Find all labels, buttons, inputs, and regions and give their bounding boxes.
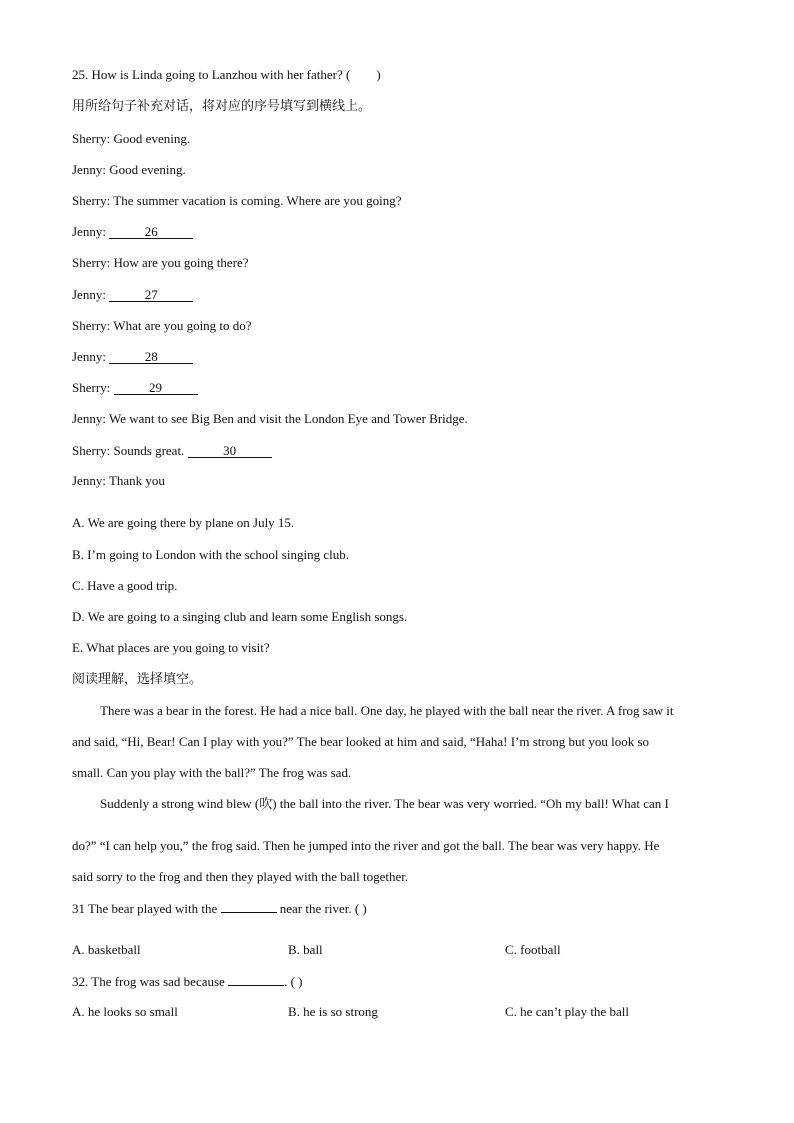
question-32-blank[interactable] <box>228 973 284 986</box>
option-c: C. Have a good trip. <box>72 578 178 593</box>
dialogue-text: The summer vacation is coming. Where are you going? <box>113 193 402 208</box>
question-31-options <box>72 942 722 958</box>
dialogue-line <box>72 443 272 459</box>
option-b[interactable]: B. he is so strong <box>288 1004 378 1019</box>
dialogue-text: Thank you <box>108 473 165 488</box>
option-a[interactable]: A. basketball <box>72 942 141 957</box>
answer-blank-27[interactable]: 27 <box>109 288 193 302</box>
dialogue-instruction: 用所给句子补充对话，将对应的序号填写到横线上。 <box>72 99 372 114</box>
dialogue-line <box>72 349 193 365</box>
speaker-name: Jenny: <box>72 411 106 426</box>
option-c[interactable]: C. he can’t play the ball <box>505 1004 629 1019</box>
question-25: 25. How is Linda going to Lanzhou with her father? ( ) <box>72 67 381 82</box>
question-25-text: 25. How is Linda going to Lanzhou with her father? ( <box>72 67 351 82</box>
speaker-name: Jenny: <box>72 349 106 364</box>
dialogue-line <box>72 131 190 147</box>
dialogue-line <box>72 255 249 271</box>
dialogue-line <box>72 411 468 427</box>
reading-instruction: 阅读理解，选择填空。 <box>72 672 203 687</box>
answer-blank-26[interactable]: 26 <box>109 225 193 239</box>
option-d: D. We are going to a singing club and learn some English songs. <box>72 609 408 624</box>
speaker-name: Sherry: <box>72 443 111 458</box>
dialogue-text: What are you going to do? <box>113 318 252 333</box>
answer-blank-29[interactable]: 29 <box>114 381 198 395</box>
passage-line: small. Can you play with the ball?” The frog was sad. <box>72 765 352 780</box>
speaker-name: Sherry: <box>72 255 111 270</box>
option-b[interactable]: B. ball <box>288 942 323 957</box>
option-a[interactable]: A. he looks so small <box>72 1004 178 1019</box>
question-32-text: 32. The frog was sad because <box>72 974 225 989</box>
passage-line: There was a bear in the forest. He had a nice ball. One day, he played with the ball near the river. A frog saw it <box>100 703 674 718</box>
passage-line: and said, “Hi, Bear! Can I play with you?” The bear looked at him and said, “Haha! I’m strong but you look so <box>72 734 650 749</box>
dialogue-text: Sounds great. <box>113 443 185 458</box>
dialogue-line <box>72 318 252 334</box>
speaker-name: Jenny: <box>72 473 106 488</box>
speaker-name: Jenny: <box>72 224 106 239</box>
speaker-name: Jenny: <box>72 162 106 177</box>
question-32 <box>72 973 303 990</box>
speaker-name: Sherry: <box>72 318 111 333</box>
dialogue-text: Good evening. <box>109 162 186 177</box>
passage-line: said sorry to the frog and then they played with the ball together. <box>72 869 409 884</box>
dialogue-line <box>72 162 186 178</box>
speaker-name: Sherry: <box>72 131 111 146</box>
dialogue-text: We want to see Big Ben and visit the London Eye and Tower Bridge. <box>108 411 468 426</box>
question-32-tail: . ( ) <box>284 974 303 989</box>
dialogue-line <box>72 224 193 240</box>
question-31 <box>72 900 367 917</box>
dialogue-line <box>72 380 198 396</box>
dialogue-line <box>72 287 193 303</box>
question-31-tail: near the river. ( ) <box>279 901 367 916</box>
dialogue-line <box>72 193 402 209</box>
dialogue-text: How are you going there? <box>113 255 249 270</box>
speaker-name: Sherry: <box>72 380 111 395</box>
option-e: E. What places are you going to visit? <box>72 640 270 655</box>
question-31-text: 31 The bear played with the <box>72 901 218 916</box>
question-31-blank[interactable] <box>221 900 277 913</box>
option-c[interactable]: C. football <box>505 942 561 957</box>
answer-blank-30[interactable]: 30 <box>188 444 272 458</box>
passage-line: Suddenly a strong wind blew (吹) the ball into the river. The bear was very worried. “Oh my ball! What can I <box>100 796 669 811</box>
speaker-name: Jenny: <box>72 287 106 302</box>
question-32-options <box>72 1004 722 1020</box>
option-a: A. We are going there by plane on July 15. <box>72 515 295 530</box>
passage-line: do?” “I can help you,” the frog said. Then he jumped into the river and got the ball. The bear was very happy. He <box>72 838 660 853</box>
answer-blank-28[interactable]: 28 <box>109 350 193 364</box>
speaker-name: Sherry: <box>72 193 111 208</box>
dialogue-text: Good evening. <box>113 131 191 146</box>
option-b: B. I’m going to London with the school singing club. <box>72 547 349 562</box>
dialogue-line <box>72 473 165 489</box>
